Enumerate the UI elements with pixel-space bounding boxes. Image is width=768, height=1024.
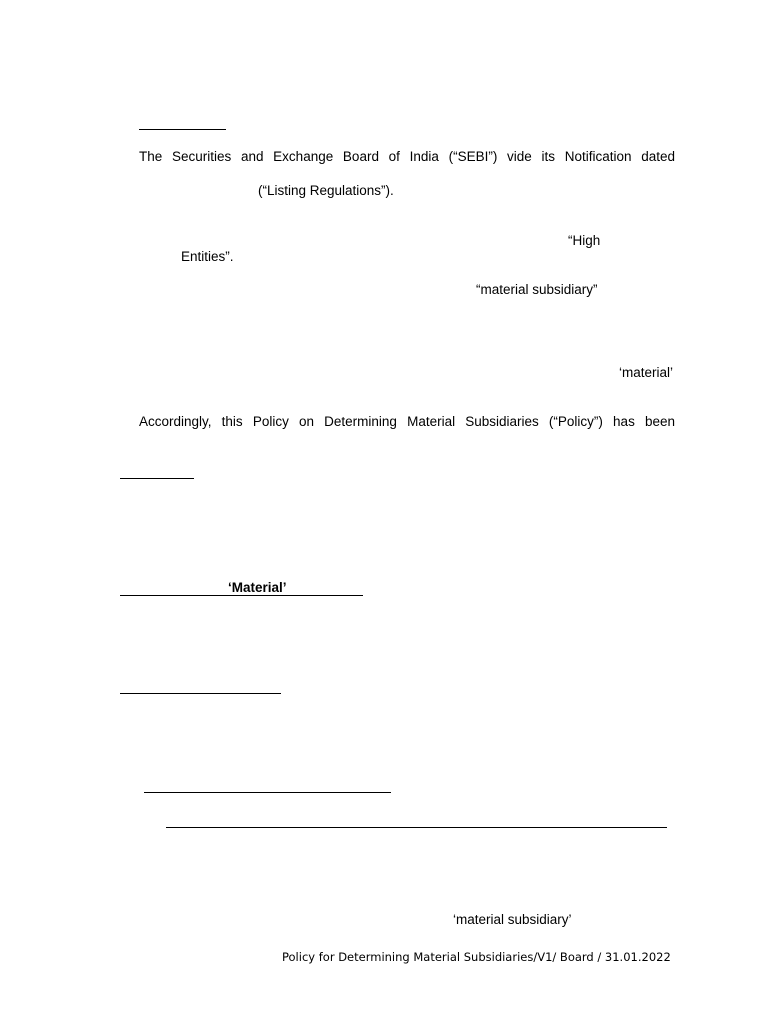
paragraph-2-fragment-a: “High	[568, 233, 601, 248]
heading-underline-4	[120, 693, 281, 694]
paragraph-3-fragment: “material subsidiary”	[476, 282, 598, 297]
heading-underline-2	[120, 478, 194, 479]
heading-underline-1	[139, 129, 226, 130]
heading-underline-3	[120, 595, 363, 596]
heading-material: ‘Material’	[228, 580, 287, 595]
heading-underline-5	[144, 792, 391, 793]
text-underline-6	[166, 827, 667, 828]
paragraph-1-line-2: (“Listing Regulations”).	[258, 183, 394, 198]
paragraph-1-line-1: The Securities and Exchange Board of India (“SEBI”) vide its Notification dated	[139, 149, 675, 164]
paragraph-2-fragment-b: Entities”.	[181, 249, 234, 264]
paragraph-4-fragment: ‘material’	[619, 365, 674, 380]
page-footer: Policy for Determining Material Subsidiaries/V1/ Board / 31.01.2022	[282, 950, 671, 964]
paragraph-5-line-1: Accordingly, this Policy on Determining Material Subsidiaries (“Policy”) has been	[139, 414, 675, 429]
paragraph-6-fragment: ‘material subsidiary’	[453, 912, 572, 927]
